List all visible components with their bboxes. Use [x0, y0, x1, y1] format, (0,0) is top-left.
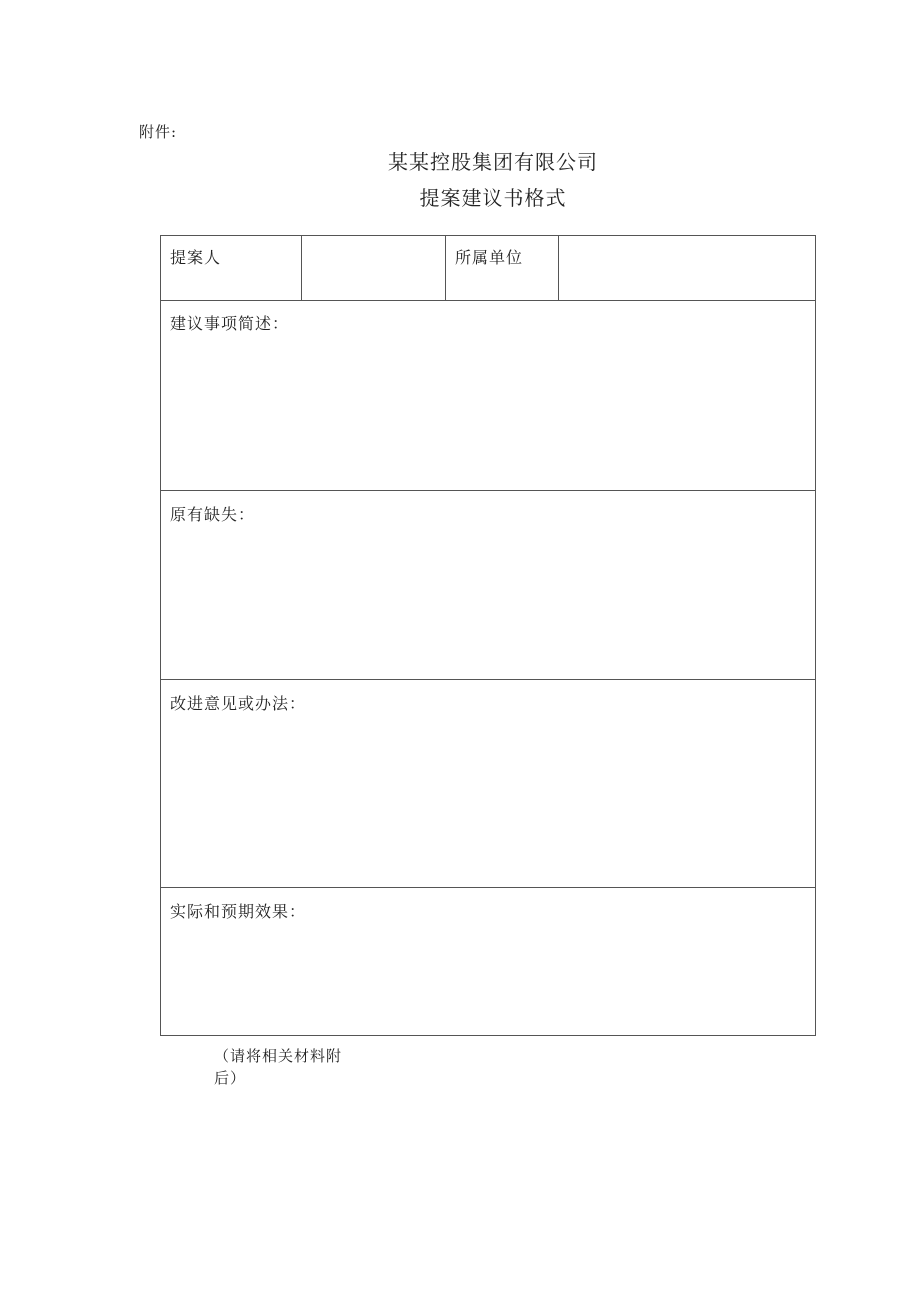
effects-section[interactable] [161, 888, 815, 1035]
unit-value-cell[interactable] [559, 236, 815, 300]
improvements-section[interactable] [161, 680, 815, 888]
proposal-form-table [160, 235, 816, 1036]
proposer-value-cell[interactable] [302, 236, 446, 300]
defects-label: 原有缺失： [170, 505, 256, 524]
unit-label: 所属单位 [455, 248, 524, 267]
defects-section[interactable] [161, 491, 815, 680]
unit-label-cell [446, 236, 559, 300]
improvements-label: 改进意见或办法： [170, 694, 307, 713]
effects-label: 实际和预期效果： [170, 902, 307, 921]
footnote-line-1: （请将相关材料附 [214, 1047, 343, 1065]
summary-section[interactable] [161, 300, 815, 491]
form-header-row [161, 236, 815, 301]
form-title: 提案建议书格式 [419, 186, 567, 210]
company-title: 某某控股集团有限公司 [388, 150, 598, 174]
footnote [214, 1045, 374, 1089]
attachment-label: 附件: [139, 123, 178, 141]
proposer-label-cell [161, 236, 302, 300]
proposer-label: 提案人 [170, 248, 222, 267]
summary-label: 建议事项简述： [170, 314, 290, 333]
footnote-line-2: 后） [214, 1069, 247, 1087]
